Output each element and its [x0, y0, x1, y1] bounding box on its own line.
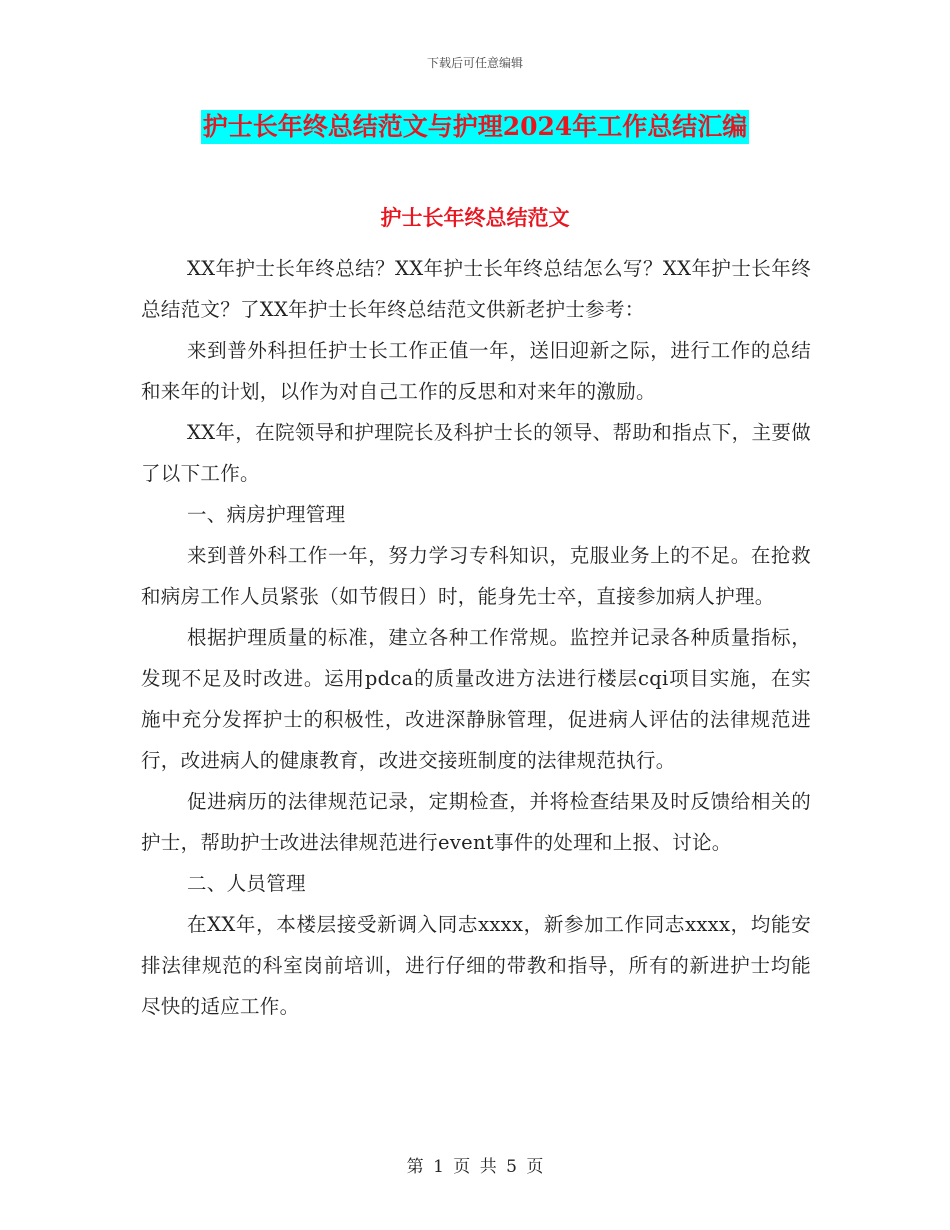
document-body — [141, 248, 811, 1027]
paragraph: XX年，在院领导和护理院长及科护士长的领导、帮助和指点下，主要做了以下工作。 — [141, 421, 811, 485]
heading-staff-management: 二、人员管理 — [187, 872, 306, 895]
document-title-text: 护士长年终总结范文与护理2024年工作总结汇编 — [201, 110, 750, 144]
paragraph: 来到普外科工作一年，努力学习专科知识，克服业务上的不足。在抢救和病房工作人员紧张（如节假日）时，能身先士卒，直接参加病人护理。 — [141, 544, 811, 608]
paragraph: 根据护理质量的标准，建立各种工作常规。监控并记录各种质量指标，发现不足及时改进。运用pdca的质量改进方法进行楼层cqi项目实施，在实施中充分发挥护士的积极性，改进深静脉管理，促进病人评估的法律规范进行，改进病人的健康教育，改进交接班制度的法律规范执行。 — [141, 626, 811, 772]
page-footer: 第 1 页 共 5 页 — [406, 1157, 544, 1177]
paragraph: 在XX年，本楼层接受新调入同志xxxx，新参加工作同志xxxx，均能安排法律规范的科室岗前培训，进行仔细的带教和指导，所有的新进护士均能尽快的适应工作。 — [141, 913, 811, 1018]
page-header-note: 下载后可任意编辑 — [426, 56, 523, 70]
paragraph: XX年护士长年终总结？XX年护士长年终总结怎么写？XX年护士长年终总结范文？了XX年护士长年终总结范文供新老护士参考： — [141, 257, 811, 321]
document-title — [0, 110, 950, 150]
section-title: 护士长年终总结范文 — [380, 205, 570, 230]
paragraph: 来到普外科担任护士长工作正值一年，送旧迎新之际，进行工作的总结和来年的计划，以作为对自己工作的反思和对来年的激励。 — [141, 339, 811, 403]
heading-ward-management: 一、病房护理管理 — [187, 503, 346, 526]
paragraph: 促进病历的法律规范记录，定期检查，并将检查结果及时反馈给相关的护士，帮助护士改进法律规范进行event事件的处理和上报、讨论。 — [141, 790, 811, 854]
